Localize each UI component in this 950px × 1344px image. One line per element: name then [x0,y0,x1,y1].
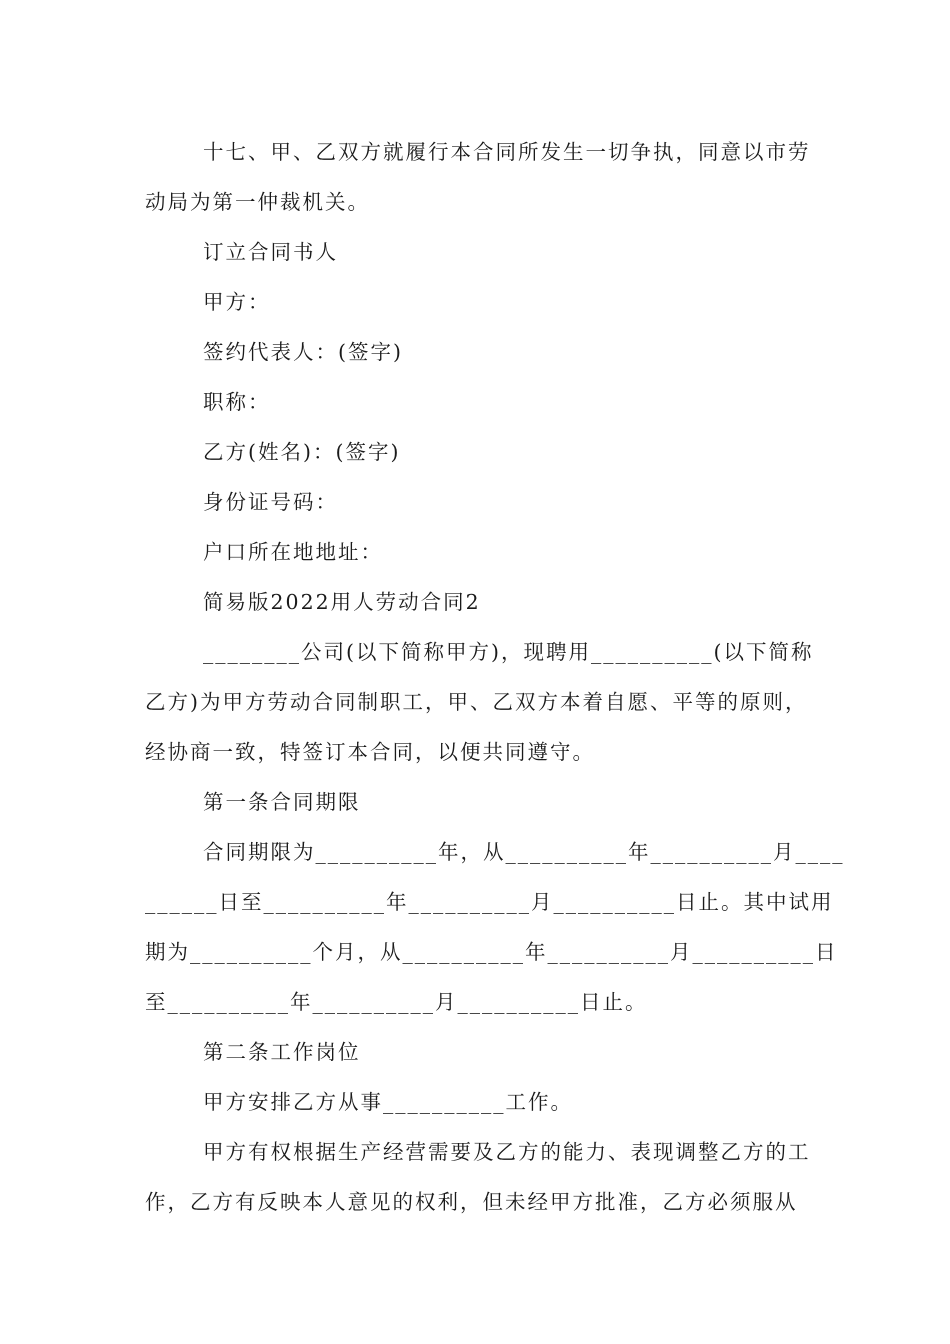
preamble-line-1: ________公司(以下简称甲方)，现聘用__________(以下简称 [203,640,814,664]
preamble-line-3: 经协商一致，特签订本合同，以便共同遵守。 [145,740,595,764]
job-adjustment-line-1: 甲方有权根据生产经营需要及乙方的能力、表现调整乙方的工 [203,1140,811,1164]
contract-2-title: 简易版2022用人劳动合同2 [203,590,481,614]
id-number-label: 身份证号码： [203,490,338,514]
title-label: 职称： [203,390,271,414]
party-b-signature-label: 乙方(姓名)：(签字) [203,440,401,464]
clause-17-line-2: 动局为第一仲裁机关。 [145,190,370,214]
contract-term-line-2: ______日至__________年__________月__________日止。其中试用 [145,890,834,914]
article-1-heading: 第一条合同期限 [203,790,361,814]
contract-term-line-3: 期为__________个月，从__________年__________月__________日 [145,940,838,964]
clause-17-line-1: 十七、甲、乙双方就履行本合同所发生一切争执，同意以市劳 [203,140,811,164]
preamble-line-2: 乙方)为甲方劳动合同制职工，甲、乙双方本着自愿、平等的原则， [145,690,808,714]
contract-term-line-1: 合同期限为__________年，从__________年__________月____ [203,840,845,864]
article-2-heading: 第二条工作岗位 [203,1040,361,1064]
job-assignment-line: 甲方安排乙方从事__________工作。 [203,1090,573,1114]
party-a-label: 甲方： [203,290,271,314]
contract-term-line-4: 至__________年__________月__________日止。 [145,990,648,1014]
representative-signature-label: 签约代表人：(签字) [203,340,403,364]
household-address-label: 户口所在地地址： [203,540,383,564]
signatories-heading: 订立合同书人 [203,240,338,264]
job-adjustment-line-2: 作，乙方有反映本人意见的权利，但未经甲方批准，乙方必须服从 [145,1190,798,1214]
